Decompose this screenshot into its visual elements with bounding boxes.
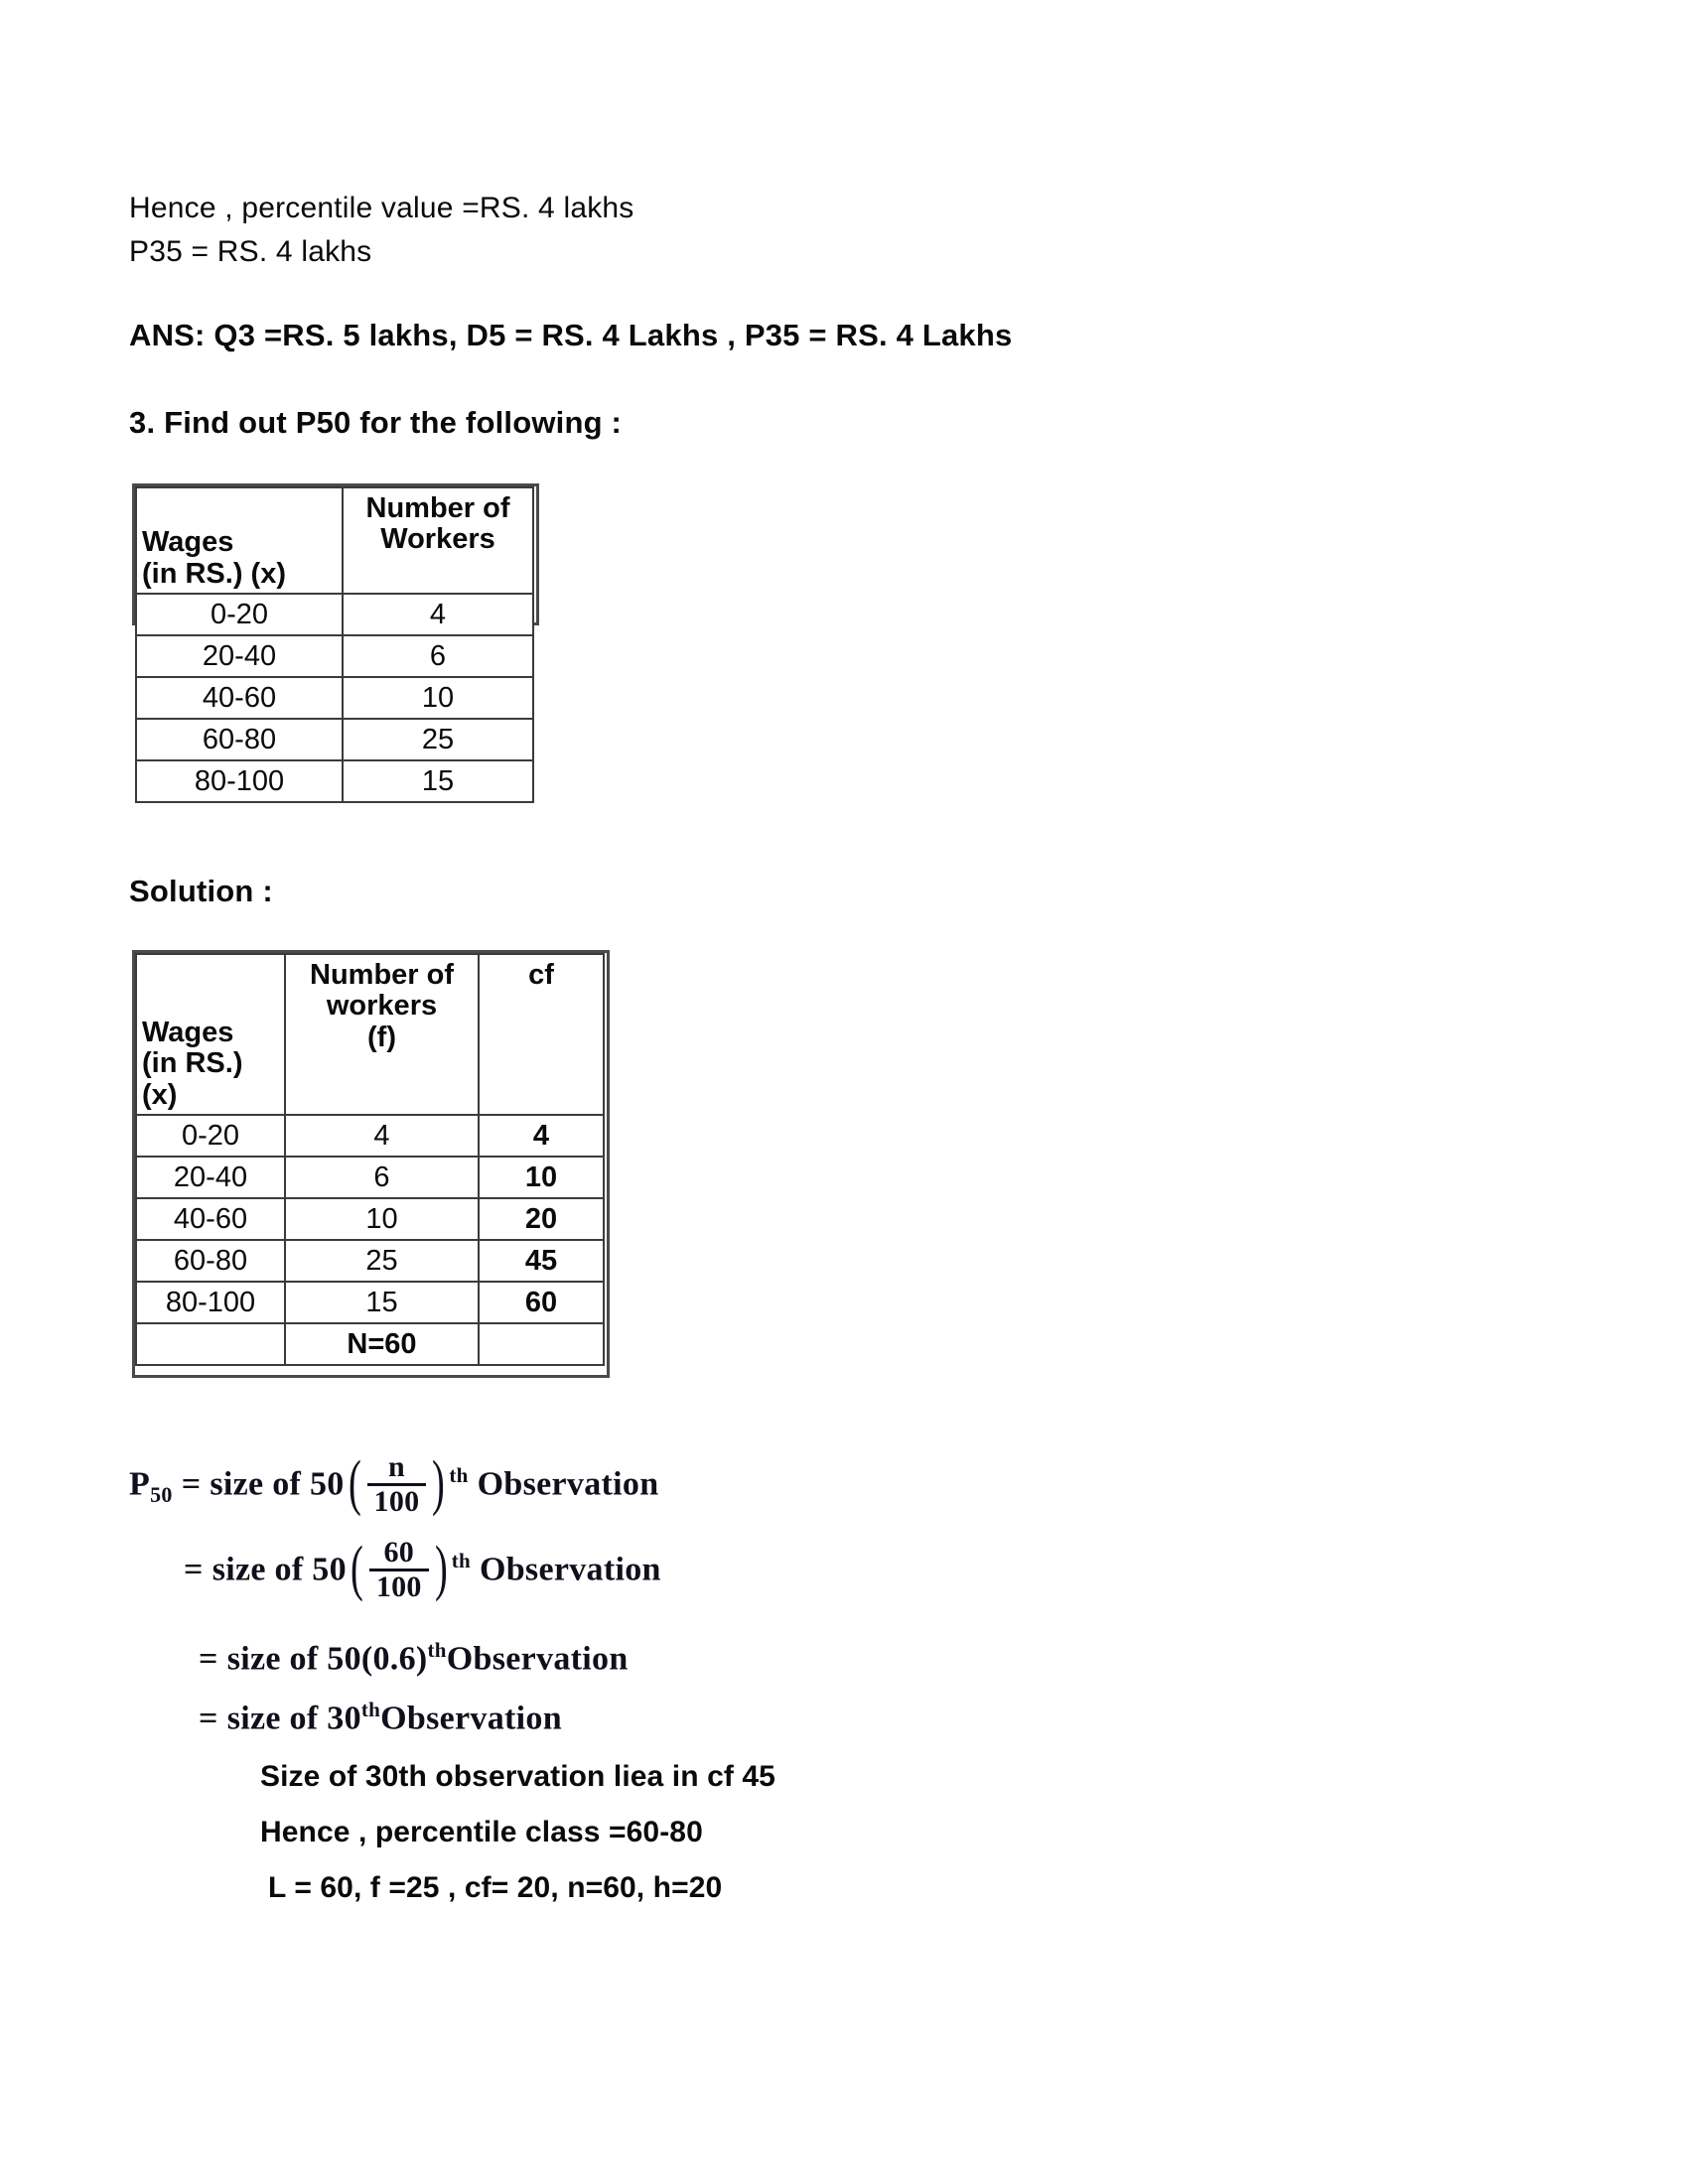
question-heading: 3. Find out P50 for the following : xyxy=(129,405,623,440)
conclusion-line-2: Hence , percentile class =60-80 xyxy=(260,1816,703,1848)
formula-line-2 xyxy=(184,1537,661,1607)
cell-cf: 60 xyxy=(479,1282,604,1323)
right-paren-icon: ) xyxy=(432,1449,446,1517)
sol-header-wages-line3: (x) xyxy=(142,1078,178,1111)
cell-frequency: 4 xyxy=(285,1115,479,1157)
cell-wages: 60-80 xyxy=(136,719,343,760)
fraction-denominator: 100 xyxy=(373,1485,420,1518)
right-paren-icon: ) xyxy=(434,1535,448,1602)
table-row xyxy=(136,594,533,635)
table-total-row xyxy=(136,1323,604,1365)
sol-header-workers-line3: (f) xyxy=(367,1021,396,1053)
solution-heading: Solution : xyxy=(129,874,273,908)
fraction-numerator: n xyxy=(367,1452,427,1486)
table-row xyxy=(136,677,533,719)
solution-header-cf: cf xyxy=(479,954,604,1115)
conclusion-line-3: L = 60, f =25 , cf= 20, n=60, h=20 xyxy=(268,1871,723,1904)
table-row xyxy=(136,1240,604,1282)
question-table xyxy=(135,486,534,803)
formula-line-3 xyxy=(199,1638,629,1678)
formula-text-after-1: Observation xyxy=(477,1465,659,1503)
cell-workers: 10 xyxy=(343,677,533,719)
answer-line: ANS: Q3 =RS. 5 lakhs, D5 = RS. 4 Lakhs , P35 = RS. 4 Lakhs xyxy=(129,318,1013,352)
cell-wages: 0-20 xyxy=(136,1115,285,1157)
solution-table-header-row xyxy=(136,954,604,1115)
cell-cf: 45 xyxy=(479,1240,604,1282)
table-row xyxy=(136,1115,604,1157)
sol-header-workers-line1: Number of xyxy=(310,959,454,991)
conclusion-line-1: Size of 30th observation liea in cf 45 xyxy=(260,1760,775,1793)
cell-wages: 40-60 xyxy=(136,677,343,719)
cell-wages: 20-40 xyxy=(136,1157,285,1198)
cell-total-cf xyxy=(479,1323,604,1365)
table-row xyxy=(136,1198,604,1240)
formula-p-subscript: 50 xyxy=(150,1482,173,1508)
cell-frequency: 10 xyxy=(285,1198,479,1240)
cell-workers: 25 xyxy=(343,719,533,760)
formula-equals-2: = xyxy=(184,1551,204,1588)
header-wages-line2: (in RS.) (x) xyxy=(142,557,286,590)
solution-header-workers xyxy=(285,954,479,1115)
sol-header-wages-line2: (in RS.) xyxy=(142,1047,243,1080)
table-row xyxy=(136,635,533,677)
table-row xyxy=(136,1157,604,1198)
cell-wages: 60-80 xyxy=(136,1240,285,1282)
solution-table xyxy=(135,953,605,1366)
intro-line-2: P35 = RS. 4 lakhs xyxy=(129,235,372,268)
formula-text-before-2: size of 50 xyxy=(211,1551,347,1588)
cell-wages: 80-100 xyxy=(136,1282,285,1323)
question-table-header-wages xyxy=(136,487,343,594)
cell-cf: 4 xyxy=(479,1115,604,1157)
cell-wages: 40-60 xyxy=(136,1198,285,1240)
fraction-2 xyxy=(369,1538,429,1602)
cell-cf: 10 xyxy=(479,1157,604,1198)
cell-total-n: N=60 xyxy=(285,1323,479,1365)
cell-wages: 0-20 xyxy=(136,594,343,635)
cell-wages: 20-40 xyxy=(136,635,343,677)
formula-text-after-3: Observation xyxy=(446,1640,629,1678)
cell-frequency: 25 xyxy=(285,1240,479,1282)
cell-cf: 20 xyxy=(479,1198,604,1240)
table-row xyxy=(136,719,533,760)
table-row xyxy=(136,760,533,802)
sol-header-workers-line2: workers xyxy=(326,990,438,1023)
formula-text-after-4: Observation xyxy=(380,1700,562,1737)
fraction-1 xyxy=(367,1452,427,1517)
formula-line-1 xyxy=(129,1451,658,1522)
formula-power-4: th xyxy=(360,1698,381,1721)
fraction-denominator: 100 xyxy=(375,1570,422,1603)
formula-equals-1: = xyxy=(181,1465,202,1503)
cell-frequency: 15 xyxy=(285,1282,479,1323)
formula-text-before-4: size of 30 xyxy=(226,1700,361,1737)
left-paren-icon: ( xyxy=(350,1535,363,1602)
header-workers-line1: Number of xyxy=(365,492,510,524)
cell-wages: 80-100 xyxy=(136,760,343,802)
formula-text-before-1: size of 50 xyxy=(210,1465,345,1503)
cell-frequency: 6 xyxy=(285,1157,479,1198)
formula-text-before-3: size of 50(0.6) xyxy=(226,1640,428,1678)
fraction-numerator: 60 xyxy=(369,1538,429,1571)
formula-power-1: th xyxy=(449,1462,469,1487)
header-workers-line2: Workers xyxy=(380,523,495,556)
formula-line-4 xyxy=(199,1698,562,1737)
cell-workers: 4 xyxy=(343,594,533,635)
formula-equals-4: = xyxy=(199,1700,218,1737)
formula-power-3: th xyxy=(427,1638,447,1662)
formula-equals-3: = xyxy=(199,1640,218,1678)
left-paren-icon: ( xyxy=(348,1449,361,1517)
cell-total-wages xyxy=(136,1323,285,1365)
formula-text-after-2: Observation xyxy=(479,1551,661,1588)
table-row xyxy=(136,1282,604,1323)
formula-power-2: th xyxy=(451,1548,471,1572)
cell-workers: 15 xyxy=(343,760,533,802)
header-wages-line1: Wages xyxy=(142,526,234,559)
question-table-header-row xyxy=(136,487,533,594)
solution-header-wages xyxy=(136,954,285,1115)
formula-p-symbol: P xyxy=(129,1465,151,1503)
sol-header-wages-line1: Wages xyxy=(142,1017,234,1049)
intro-line-1: Hence , percentile value =RS. 4 lakhs xyxy=(129,192,634,224)
question-table-header-workers xyxy=(343,487,533,594)
cell-workers: 6 xyxy=(343,635,533,677)
